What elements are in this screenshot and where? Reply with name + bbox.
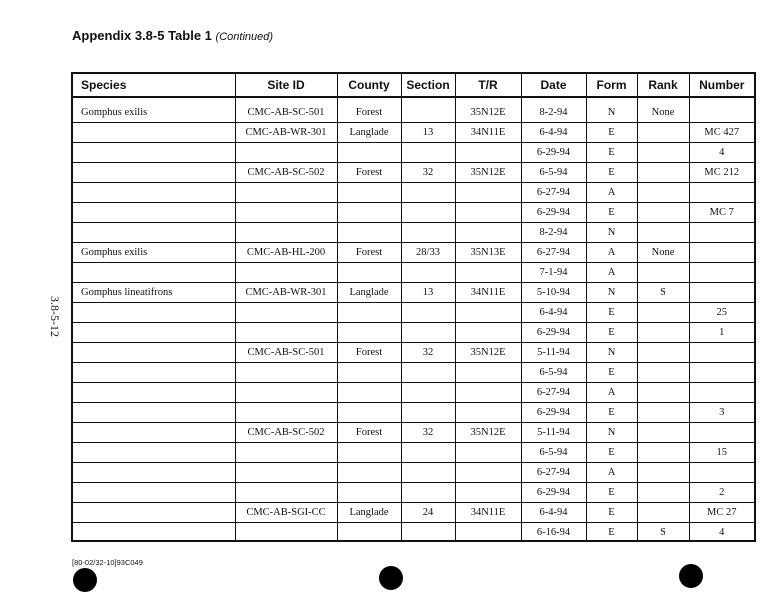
county-cell bbox=[337, 143, 401, 163]
species-cell bbox=[73, 443, 235, 463]
site-id-cell bbox=[235, 303, 337, 323]
number-cell: 2 bbox=[689, 483, 754, 503]
date-cell: 6-29-94 bbox=[521, 403, 586, 423]
county-cell bbox=[337, 323, 401, 343]
table-row bbox=[73, 303, 754, 323]
species-cell bbox=[73, 143, 235, 163]
tr-cell: 35N12E bbox=[455, 423, 521, 443]
tr-cell: 34N11E bbox=[455, 283, 521, 303]
species-cell: Gomphus exilis bbox=[73, 103, 235, 123]
form-cell: E bbox=[586, 523, 637, 543]
site-id-cell bbox=[235, 203, 337, 223]
form-cell: N bbox=[586, 223, 637, 243]
rank-cell bbox=[637, 423, 689, 443]
form-cell: E bbox=[586, 363, 637, 383]
rank-cell bbox=[637, 403, 689, 423]
site-id-cell bbox=[235, 323, 337, 343]
county-cell bbox=[337, 463, 401, 483]
table-row bbox=[73, 343, 754, 363]
site-id-cell bbox=[235, 403, 337, 423]
county-cell bbox=[337, 183, 401, 203]
section-cell bbox=[401, 303, 455, 323]
species-cell bbox=[73, 463, 235, 483]
tr-cell bbox=[455, 183, 521, 203]
section-cell: 32 bbox=[401, 343, 455, 363]
col-header-rank: Rank bbox=[637, 74, 689, 97]
tr-cell: 34N11E bbox=[455, 503, 521, 523]
date-cell: 6-5-94 bbox=[521, 363, 586, 383]
county-cell bbox=[337, 483, 401, 503]
date-cell: 6-4-94 bbox=[521, 503, 586, 523]
species-cell bbox=[73, 203, 235, 223]
number-cell bbox=[689, 263, 754, 283]
species-cell bbox=[73, 523, 235, 543]
county-cell bbox=[337, 303, 401, 323]
section-cell bbox=[401, 203, 455, 223]
section-cell bbox=[401, 403, 455, 423]
site-id-cell: CMC-AB-SC-502 bbox=[235, 163, 337, 183]
site-id-cell: CMC-AB-SGI-CC bbox=[235, 503, 337, 523]
form-cell: E bbox=[586, 163, 637, 183]
form-cell: N bbox=[586, 423, 637, 443]
binder-hole bbox=[379, 566, 403, 590]
table-row bbox=[73, 403, 754, 423]
table-row bbox=[73, 483, 754, 503]
number-cell: 4 bbox=[689, 143, 754, 163]
header-row bbox=[73, 74, 754, 97]
tr-cell: 35N12E bbox=[455, 343, 521, 363]
tr-cell: 35N12E bbox=[455, 103, 521, 123]
rank-cell bbox=[637, 503, 689, 523]
species-cell bbox=[73, 123, 235, 143]
section-cell: 24 bbox=[401, 503, 455, 523]
table-row bbox=[73, 503, 754, 523]
section-cell bbox=[401, 143, 455, 163]
date-cell: 6-4-94 bbox=[521, 303, 586, 323]
county-cell bbox=[337, 203, 401, 223]
form-cell: N bbox=[586, 103, 637, 123]
site-id-cell bbox=[235, 263, 337, 283]
table-body bbox=[73, 97, 754, 542]
species-cell bbox=[73, 183, 235, 203]
section-cell bbox=[401, 323, 455, 343]
number-cell bbox=[689, 463, 754, 483]
rank-cell bbox=[637, 143, 689, 163]
county-cell bbox=[337, 223, 401, 243]
species-cell bbox=[73, 363, 235, 383]
rank-cell: S bbox=[637, 523, 689, 543]
section-cell bbox=[401, 463, 455, 483]
species-cell bbox=[73, 223, 235, 243]
binder-hole bbox=[73, 568, 97, 592]
number-cell bbox=[689, 383, 754, 403]
rank-cell bbox=[637, 463, 689, 483]
date-cell: 5-10-94 bbox=[521, 283, 586, 303]
table-row bbox=[73, 263, 754, 283]
tr-cell bbox=[455, 363, 521, 383]
number-cell: 3 bbox=[689, 403, 754, 423]
table-row bbox=[73, 103, 754, 123]
county-cell bbox=[337, 263, 401, 283]
tr-cell bbox=[455, 143, 521, 163]
species-table bbox=[71, 72, 756, 542]
date-cell: 6-29-94 bbox=[521, 323, 586, 343]
county-cell bbox=[337, 383, 401, 403]
rank-cell bbox=[637, 183, 689, 203]
form-cell: A bbox=[586, 183, 637, 203]
rank-cell bbox=[637, 303, 689, 323]
rank-cell bbox=[637, 123, 689, 143]
tr-cell bbox=[455, 203, 521, 223]
col-header-section: Section bbox=[401, 74, 455, 97]
section-cell: 32 bbox=[401, 423, 455, 443]
tr-cell bbox=[455, 523, 521, 543]
date-cell: 6-29-94 bbox=[521, 483, 586, 503]
date-cell: 8-2-94 bbox=[521, 223, 586, 243]
form-cell: A bbox=[586, 383, 637, 403]
species-cell bbox=[73, 263, 235, 283]
date-cell: 6-29-94 bbox=[521, 143, 586, 163]
section-cell bbox=[401, 523, 455, 543]
table-row bbox=[73, 423, 754, 443]
form-cell: N bbox=[586, 283, 637, 303]
site-id-cell: CMC-AB-SC-501 bbox=[235, 343, 337, 363]
number-cell: 1 bbox=[689, 323, 754, 343]
number-cell: 25 bbox=[689, 303, 754, 323]
date-cell: 5-11-94 bbox=[521, 343, 586, 363]
number-cell: MC 27 bbox=[689, 503, 754, 523]
form-cell: E bbox=[586, 303, 637, 323]
date-cell: 6-5-94 bbox=[521, 163, 586, 183]
species-cell bbox=[73, 383, 235, 403]
date-cell: 5-11-94 bbox=[521, 423, 586, 443]
section-cell: 13 bbox=[401, 283, 455, 303]
site-id-cell: CMC-AB-WR-301 bbox=[235, 123, 337, 143]
table-row bbox=[73, 283, 754, 303]
rank-cell bbox=[637, 483, 689, 503]
date-cell: 6-29-94 bbox=[521, 203, 586, 223]
number-cell: MC 427 bbox=[689, 123, 754, 143]
section-cell bbox=[401, 363, 455, 383]
site-id-cell bbox=[235, 463, 337, 483]
site-id-cell bbox=[235, 443, 337, 463]
number-cell bbox=[689, 183, 754, 203]
date-cell: 6-16-94 bbox=[521, 523, 586, 543]
form-cell: E bbox=[586, 403, 637, 423]
table-row bbox=[73, 183, 754, 203]
tr-cell bbox=[455, 383, 521, 403]
tr-cell bbox=[455, 303, 521, 323]
binder-hole bbox=[679, 564, 703, 588]
rank-cell bbox=[637, 263, 689, 283]
species-cell: Gomphus exilis bbox=[73, 243, 235, 263]
site-id-cell: CMC-AB-WR-301 bbox=[235, 283, 337, 303]
form-cell: N bbox=[586, 343, 637, 363]
table-row bbox=[73, 463, 754, 483]
county-cell: Forest bbox=[337, 343, 401, 363]
table-row bbox=[73, 243, 754, 263]
date-cell: 6-4-94 bbox=[521, 123, 586, 143]
number-cell: MC 212 bbox=[689, 163, 754, 183]
tr-cell bbox=[455, 323, 521, 343]
section-cell bbox=[401, 443, 455, 463]
county-cell: Langlade bbox=[337, 503, 401, 523]
form-cell: E bbox=[586, 203, 637, 223]
tr-cell bbox=[455, 443, 521, 463]
species-cell bbox=[73, 483, 235, 503]
form-cell: E bbox=[586, 503, 637, 523]
table-row bbox=[73, 443, 754, 463]
col-header-date: Date bbox=[521, 74, 586, 97]
county-cell: Forest bbox=[337, 103, 401, 123]
species-cell bbox=[73, 503, 235, 523]
species-cell bbox=[73, 343, 235, 363]
species-cell bbox=[73, 423, 235, 443]
number-cell bbox=[689, 343, 754, 363]
number-cell bbox=[689, 363, 754, 383]
table-row bbox=[73, 123, 754, 143]
tr-cell bbox=[455, 223, 521, 243]
tr-cell: 35N13E bbox=[455, 243, 521, 263]
form-cell: A bbox=[586, 463, 637, 483]
site-id-cell: CMC-AB-SC-501 bbox=[235, 103, 337, 123]
form-cell: E bbox=[586, 143, 637, 163]
col-header-number: Number bbox=[689, 74, 754, 97]
number-cell bbox=[689, 223, 754, 243]
number-cell bbox=[689, 243, 754, 263]
table-row bbox=[73, 523, 754, 543]
section-cell bbox=[401, 223, 455, 243]
table-row bbox=[73, 163, 754, 183]
county-cell: Forest bbox=[337, 163, 401, 183]
table-row bbox=[73, 203, 754, 223]
form-cell: A bbox=[586, 263, 637, 283]
side-page-number: 3.8-5-12 bbox=[48, 296, 62, 337]
rank-cell bbox=[637, 383, 689, 403]
county-cell: Forest bbox=[337, 423, 401, 443]
form-cell: E bbox=[586, 443, 637, 463]
date-cell: 8-2-94 bbox=[521, 103, 586, 123]
form-cell: A bbox=[586, 243, 637, 263]
form-cell: E bbox=[586, 323, 637, 343]
site-id-cell bbox=[235, 483, 337, 503]
tr-cell bbox=[455, 403, 521, 423]
species-cell bbox=[73, 163, 235, 183]
rank-cell bbox=[637, 203, 689, 223]
section-cell bbox=[401, 263, 455, 283]
rank-cell: S bbox=[637, 283, 689, 303]
col-header-species: Species bbox=[73, 74, 235, 97]
number-cell bbox=[689, 283, 754, 303]
table-heading bbox=[72, 28, 273, 43]
site-id-cell bbox=[235, 183, 337, 203]
number-cell: 4 bbox=[689, 523, 754, 543]
form-cell: E bbox=[586, 483, 637, 503]
table-row bbox=[73, 363, 754, 383]
footer-code: [80-02/32-10]93C049 bbox=[72, 558, 143, 567]
county-cell: Langlade bbox=[337, 123, 401, 143]
rank-cell bbox=[637, 223, 689, 243]
date-cell: 6-27-94 bbox=[521, 183, 586, 203]
rank-cell bbox=[637, 163, 689, 183]
county-cell bbox=[337, 363, 401, 383]
section-cell bbox=[401, 103, 455, 123]
county-cell bbox=[337, 443, 401, 463]
table-row bbox=[73, 143, 754, 163]
col-header-form: Form bbox=[586, 74, 637, 97]
rank-cell bbox=[637, 443, 689, 463]
species-cell bbox=[73, 323, 235, 343]
rank-cell: None bbox=[637, 243, 689, 263]
section-cell: 13 bbox=[401, 123, 455, 143]
number-cell: 15 bbox=[689, 443, 754, 463]
rank-cell: None bbox=[637, 103, 689, 123]
county-cell bbox=[337, 403, 401, 423]
rank-cell bbox=[637, 343, 689, 363]
tr-cell: 34N11E bbox=[455, 123, 521, 143]
tr-cell bbox=[455, 463, 521, 483]
section-cell: 32 bbox=[401, 163, 455, 183]
col-header-county: County bbox=[337, 74, 401, 97]
table-row bbox=[73, 223, 754, 243]
form-cell: E bbox=[586, 123, 637, 143]
species-cell: Gomphus lineatifrons bbox=[73, 283, 235, 303]
site-id-cell: CMC-AB-HL-200 bbox=[235, 243, 337, 263]
section-cell: 28/33 bbox=[401, 243, 455, 263]
site-id-cell bbox=[235, 383, 337, 403]
date-cell: 6-27-94 bbox=[521, 463, 586, 483]
site-id-cell bbox=[235, 223, 337, 243]
table-row bbox=[73, 383, 754, 403]
col-header-site-id: Site ID bbox=[235, 74, 337, 97]
table-title: Appendix 3.8-5 Table 1 bbox=[72, 28, 212, 43]
number-cell bbox=[689, 423, 754, 443]
date-cell: 6-27-94 bbox=[521, 243, 586, 263]
number-cell bbox=[689, 103, 754, 123]
site-id-cell bbox=[235, 143, 337, 163]
rank-cell bbox=[637, 323, 689, 343]
county-cell: Forest bbox=[337, 243, 401, 263]
section-cell bbox=[401, 483, 455, 503]
date-cell: 7-1-94 bbox=[521, 263, 586, 283]
date-cell: 6-27-94 bbox=[521, 383, 586, 403]
date-cell: 6-5-94 bbox=[521, 443, 586, 463]
col-header-tr: T/R bbox=[455, 74, 521, 97]
county-cell: Langlade bbox=[337, 283, 401, 303]
section-cell bbox=[401, 383, 455, 403]
species-cell bbox=[73, 403, 235, 423]
tr-cell: 35N12E bbox=[455, 163, 521, 183]
continued-label: (Continued) bbox=[215, 31, 274, 43]
table-row bbox=[73, 323, 754, 343]
site-id-cell bbox=[235, 363, 337, 383]
site-id-cell: CMC-AB-SC-502 bbox=[235, 423, 337, 443]
section-cell bbox=[401, 183, 455, 203]
tr-cell bbox=[455, 263, 521, 283]
species-cell bbox=[73, 303, 235, 323]
county-cell bbox=[337, 523, 401, 543]
tr-cell bbox=[455, 483, 521, 503]
rank-cell bbox=[637, 363, 689, 383]
number-cell: MC 7 bbox=[689, 203, 754, 223]
site-id-cell bbox=[235, 523, 337, 543]
